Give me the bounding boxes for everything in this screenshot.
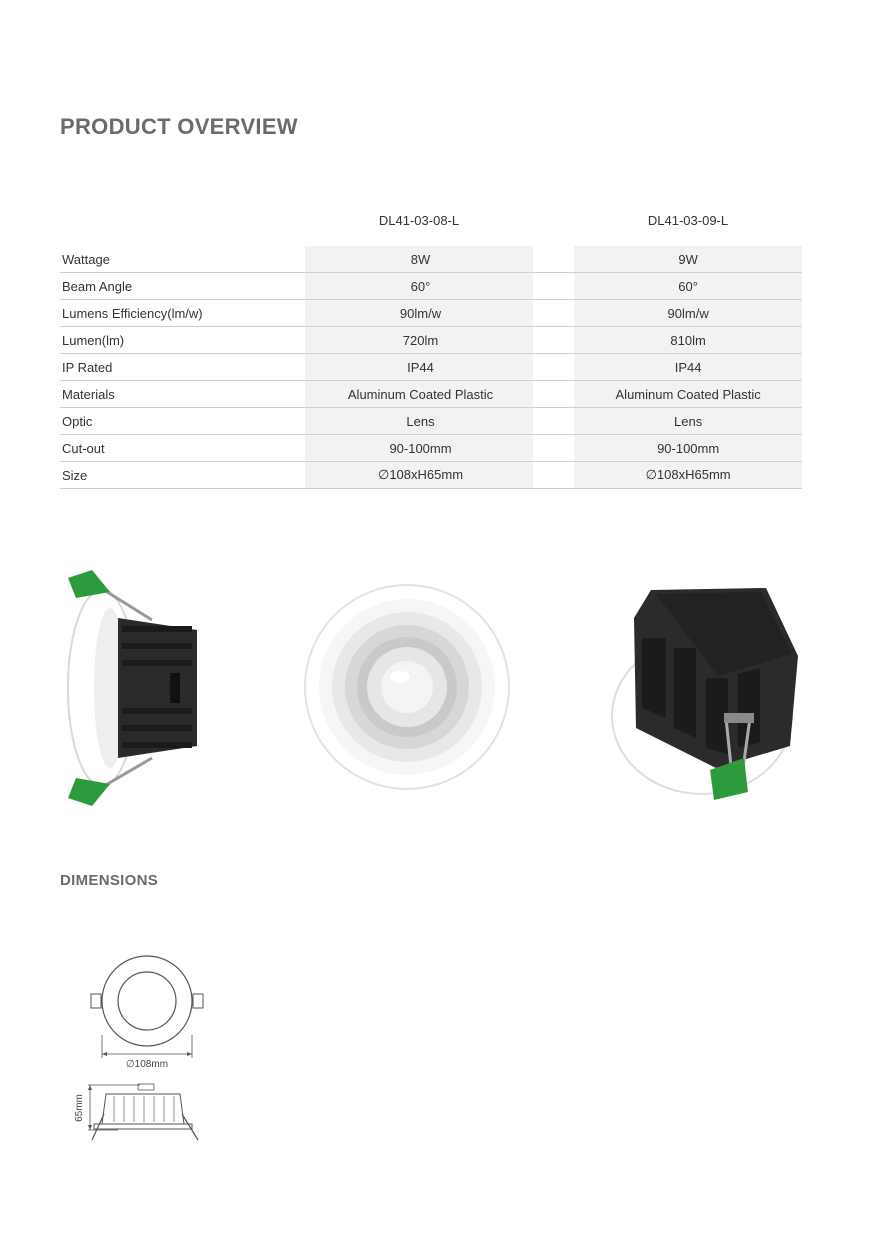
spec-value-model-2: IP44: [574, 354, 802, 381]
spec-value-model-2: 60°: [574, 273, 802, 300]
product-side-view-image: [62, 568, 202, 808]
spec-table: [60, 246, 802, 489]
diameter-dimension-label: ∅108mm: [125, 1059, 169, 1070]
column-gap: [534, 462, 574, 489]
column-gap: [534, 381, 574, 408]
column-gap: [534, 246, 574, 273]
column-header-model-1: DL41-03-08-L: [378, 213, 460, 228]
spec-value-model-1: Aluminum Coated Plastic: [307, 381, 535, 408]
spec-row: [60, 381, 802, 408]
column-gap: [534, 273, 574, 300]
spec-row: [60, 354, 802, 381]
spec-row: [60, 273, 802, 300]
spec-label: Size: [60, 462, 307, 489]
height-dimension-label: 65mm: [74, 1094, 85, 1122]
column-gap: [534, 435, 574, 462]
dimension-top-view-drawing: [88, 955, 208, 1073]
spec-value-model-1: ∅108xH65mm: [307, 462, 535, 489]
spec-label: Lumens Efficiency(lm/w): [60, 300, 307, 327]
spec-value-model-2: Aluminum Coated Plastic: [574, 381, 802, 408]
spec-value-model-1: Lens: [307, 408, 535, 435]
spec-value-model-1: 8W: [307, 246, 535, 273]
spec-label: Wattage: [60, 246, 307, 273]
spec-label: Materials: [60, 381, 307, 408]
spec-value-model-1: 90lm/w: [307, 300, 535, 327]
spec-value-model-2: 90-100mm: [574, 435, 802, 462]
spec-row: [60, 246, 802, 273]
spec-value-model-2: 810lm: [574, 327, 802, 354]
spec-value-model-2: 9W: [574, 246, 802, 273]
column-gap: [534, 327, 574, 354]
spec-value-model-1: 90-100mm: [307, 435, 535, 462]
spec-value-model-2: Lens: [574, 408, 802, 435]
product-rear-view-image: [606, 578, 802, 804]
column-gap: [534, 354, 574, 381]
spec-value-model-2: ∅108xH65mm: [574, 462, 802, 489]
column-gap: [534, 300, 574, 327]
product-front-view-image: [302, 582, 512, 792]
spec-row: [60, 435, 802, 462]
spec-label: IP Rated: [60, 354, 307, 381]
spec-value-model-1: IP44: [307, 354, 535, 381]
page-title: PRODUCT OVERVIEW: [60, 114, 298, 139]
spec-label: Cut-out: [60, 435, 307, 462]
spec-row: [60, 462, 802, 489]
spec-row: [60, 327, 802, 354]
column-header-model-2: DL41-03-09-L: [647, 213, 729, 228]
spec-value-model-2: 90lm/w: [574, 300, 802, 327]
spec-label: Beam Angle: [60, 273, 307, 300]
spec-value-model-1: 60°: [307, 273, 535, 300]
spec-label: Optic: [60, 408, 307, 435]
column-gap: [534, 408, 574, 435]
dimension-side-view-drawing: [70, 1082, 204, 1144]
spec-label: Lumen(lm): [60, 327, 307, 354]
spec-row: [60, 300, 802, 327]
spec-row: [60, 408, 802, 435]
spec-value-model-1: 720lm: [307, 327, 535, 354]
dimensions-title: DIMENSIONS: [60, 872, 159, 889]
